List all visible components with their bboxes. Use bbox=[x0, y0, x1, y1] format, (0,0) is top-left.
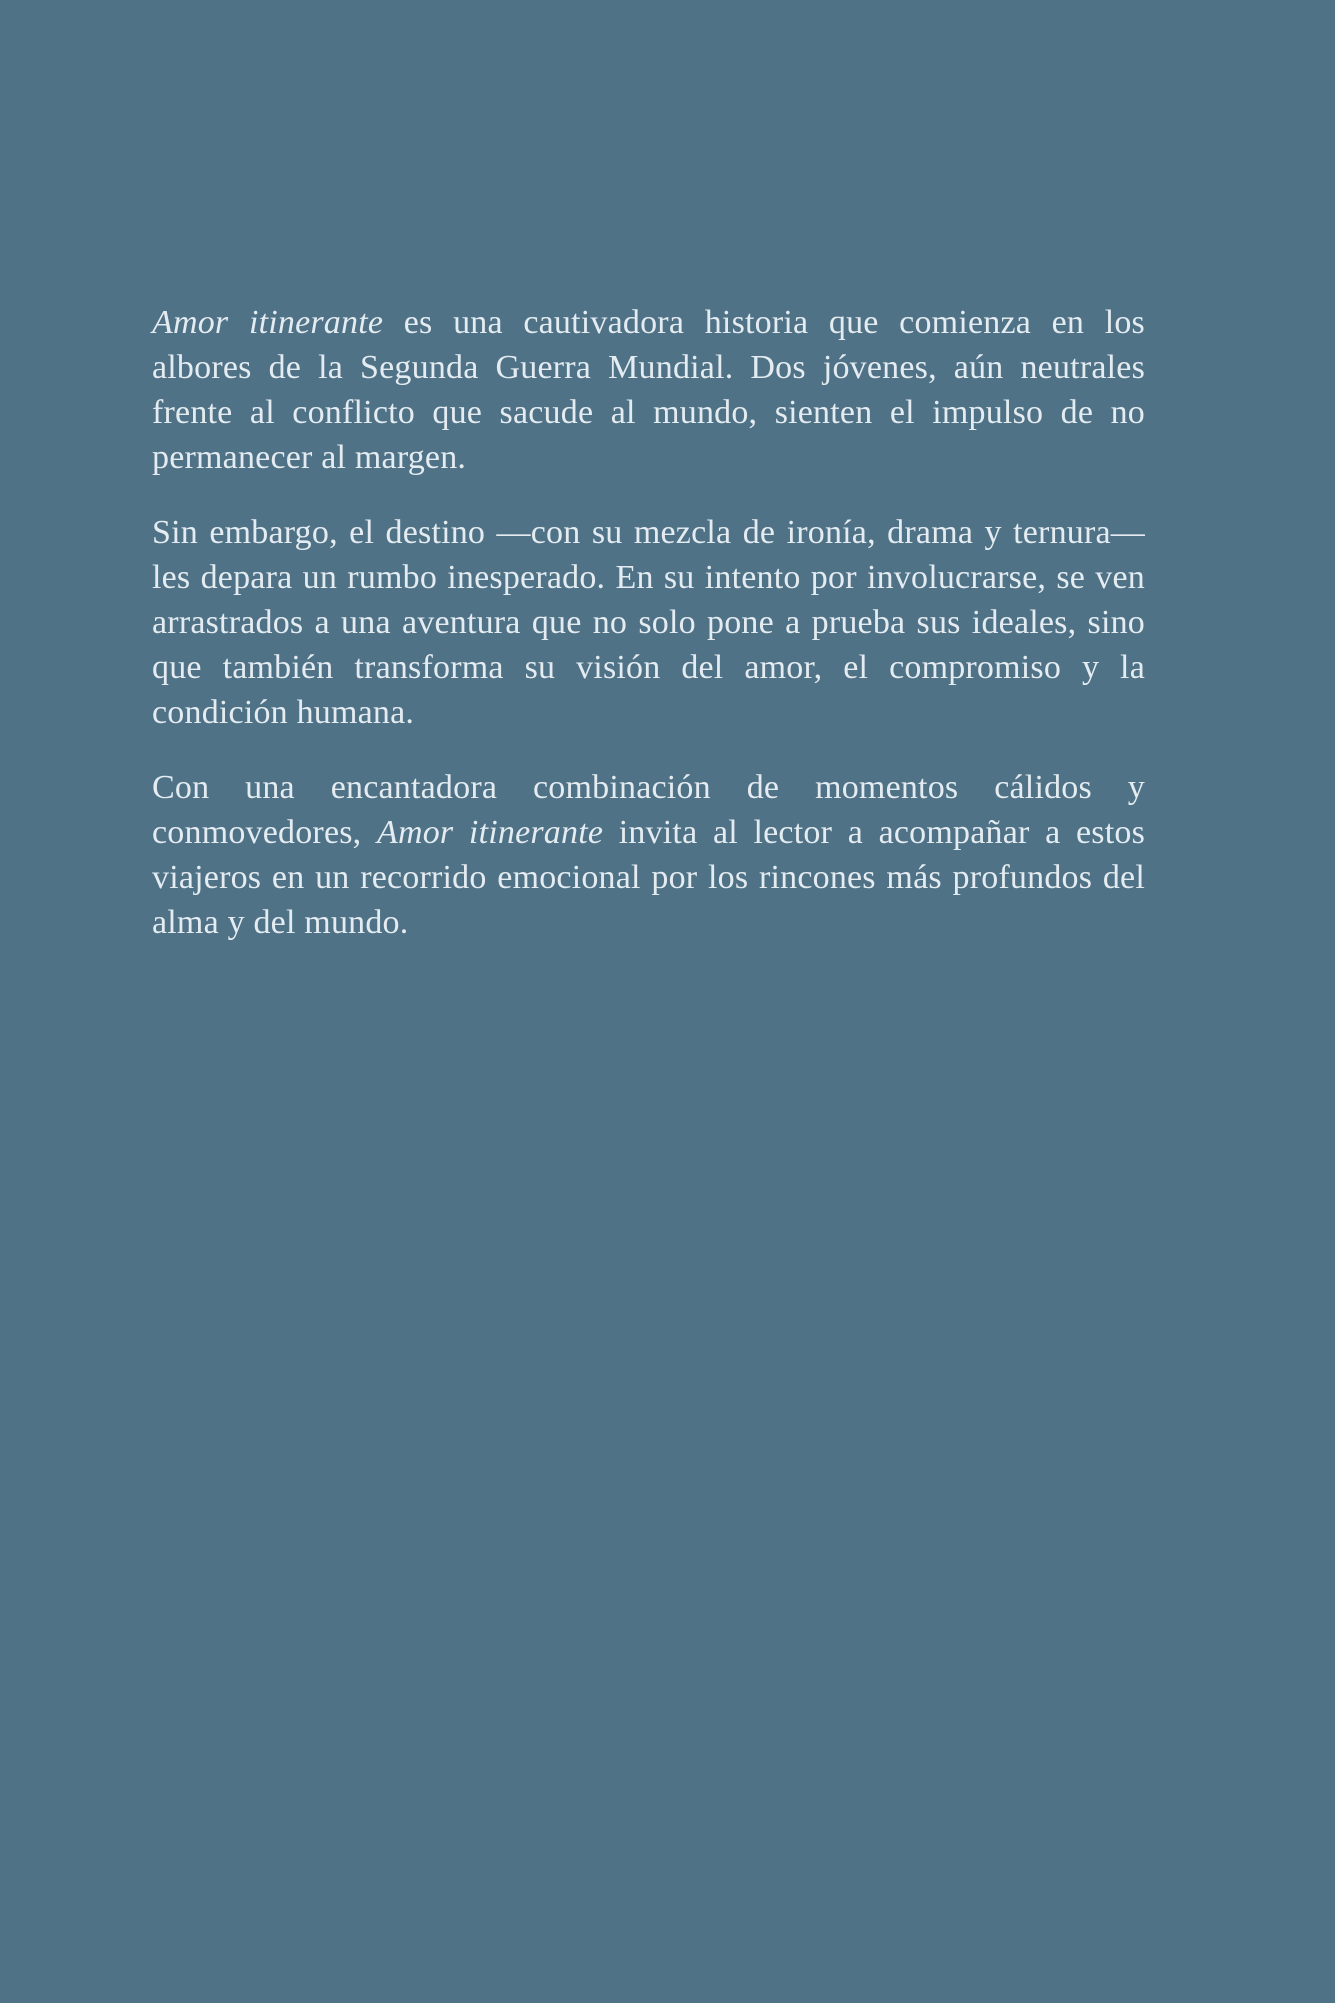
paragraph-3-text-after: invita al lector a acompañar a estos viajeros en un recorrido emocional por los rincones más profundos del alma y del mundo. bbox=[152, 814, 1146, 941]
book-title-italic: Amor itinerante bbox=[376, 814, 604, 851]
synopsis-paragraph-2 bbox=[152, 510, 1145, 735]
paragraph-3-text-before: Con una encantadora combinación de momentos cálidos y conmovedores, bbox=[152, 769, 1145, 851]
synopsis-paragraph-3 bbox=[152, 765, 1145, 945]
paragraph-1-text: es una cautivadora historia que comienza en los albores de la Segunda Guerra Mundial. Dos jóvenes, aún neutrales frente al conflicto que sacude al mundo, sienten el impulso de no permanecer al margen. bbox=[152, 304, 1145, 476]
synopsis-text-block bbox=[152, 300, 1145, 945]
paragraph-2-text: Sin embargo, el destino —con su mezcla de ironía, drama y ternura— les depara un rumbo inesperado. En su intento por involucrarse, se ven arrastrados a una aventura que no solo pone a prueba sus ideales, sino que también transforma su visión del amor, el compromiso y la condición humana. bbox=[152, 514, 1145, 731]
book-title-italic: Amor itinerante bbox=[152, 304, 384, 341]
synopsis-paragraph-1 bbox=[152, 300, 1145, 480]
